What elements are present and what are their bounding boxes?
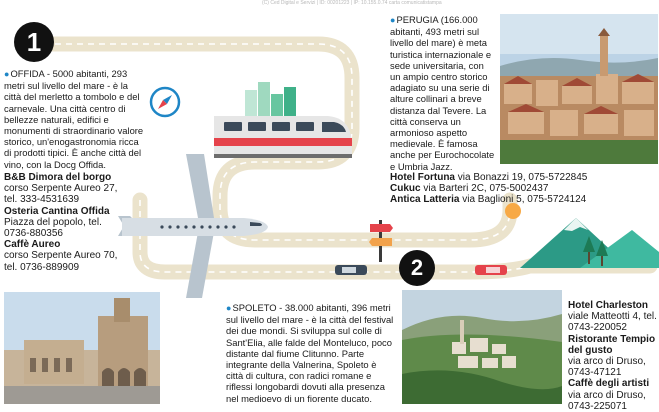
offida-description xyxy=(4,68,146,170)
perugia-description xyxy=(390,14,496,172)
tree-icon xyxy=(582,234,610,268)
venue-name: Antica Latteria xyxy=(390,194,460,206)
signpost-icon xyxy=(368,218,394,262)
spoleto-venue xyxy=(568,334,658,356)
offida-venues xyxy=(4,172,126,273)
perugia-venues xyxy=(390,172,658,206)
venue-name: Cukuc xyxy=(390,183,421,195)
venue-details: corso Serpente Aureo 27, tel. 333-4531639 xyxy=(4,183,118,206)
venue-details: via Barteri 2C, 075-5002437 xyxy=(423,183,549,195)
watermark: (C) Ced Digital e Servizi | ID: 00201223 | IP: 10.155.0.74 carta comunicatistampa xyxy=(262,0,442,6)
spoleto-description xyxy=(226,302,394,404)
spoleto-venue xyxy=(568,378,658,389)
bullet-icon: ● xyxy=(390,15,396,25)
perugia-venue xyxy=(390,172,658,183)
venue-details: via Bonazzi 19, 075-5722845 xyxy=(457,172,588,183)
venue-name: Hotel Charleston xyxy=(568,300,649,311)
perugia-text: PERUGIA (166.000 abitanti, 493 metri sul livello del mare) è meta turistica internazionale e sede universitaria, con un ampio centro storico adagiato su una serie di alture collinari a breve distanza dal Tevere. La città conserva un armonioso aspetto medievale. È famosa anche per Eurochocolate e Umbria Jazz. xyxy=(390,14,495,172)
car-icon xyxy=(334,262,368,278)
spoleto-photo xyxy=(402,290,562,404)
venue-name: Hotel Fortuna xyxy=(390,172,455,183)
venue-details: corso Serpente Aureo 70, tel. 0736-889909 xyxy=(4,250,118,273)
car-icon-red xyxy=(474,262,508,278)
spoleto-venues xyxy=(568,300,658,412)
marker-1: 1 xyxy=(14,22,54,62)
perugia-venue xyxy=(390,183,658,194)
bullet-icon: ● xyxy=(4,69,10,79)
spoleto-venue xyxy=(568,300,658,311)
offida-text: OFFIDA - 5000 abitanti, 293 metri sul livello del mare - è la città del merletto a tombolo e del carnevale. Una città centro di bellezze naturali, edifici e monumenti di straordinario valore storico, un'enogastronomia ricca di prodotti tipici. È anche città del vino, con la Docg Offida. xyxy=(4,68,144,170)
venue-name: B&B Dimora del borgo xyxy=(4,172,112,183)
offida-photo xyxy=(4,292,160,404)
bullet-icon: ● xyxy=(226,303,232,313)
offida-venue xyxy=(4,206,126,217)
venue-name: Caffè Aureo xyxy=(4,239,61,251)
perugia-photo xyxy=(500,14,658,164)
venue-name: Caffè degli artisti xyxy=(568,378,650,390)
venue-details: viale Matteotti 4, tel. 0743-220052 xyxy=(568,311,657,334)
venue-name: Osteria Cantina Offida xyxy=(4,205,110,217)
venue-details: via Baglioni 5, 075-5724124 xyxy=(462,194,587,206)
airplane-icon xyxy=(112,148,270,300)
venue-name: Ristorante Tempio del gusto xyxy=(568,333,656,356)
venue-details: Piazza del popolo, tel. 0736-880356 xyxy=(4,216,102,240)
offida-venue xyxy=(4,172,126,183)
venue-details: via arco di Druso, 0743-225071 xyxy=(568,389,646,412)
venue-details: via arco di Druso, 0743-47121 xyxy=(568,356,646,379)
perugia-venue xyxy=(390,194,658,205)
offida-venue xyxy=(4,239,126,250)
spoleto-text: SPOLETO - 38.000 abitanti, 396 metri sul livello del mare - è la città del festival dei due mondi. Si sviluppa sul colle di Sant'Elia, alle falde del Monteluco, poco distante dal fiume Clitunno. Parte integrante della Valnerina, Spoleto è città di cultura, con radici romane e riflessi longobardi dovuti alla presenza nel medioevo di un fiorente ducato. xyxy=(226,302,394,404)
marker-2: 2 xyxy=(399,250,435,286)
compass-icon xyxy=(148,85,182,119)
